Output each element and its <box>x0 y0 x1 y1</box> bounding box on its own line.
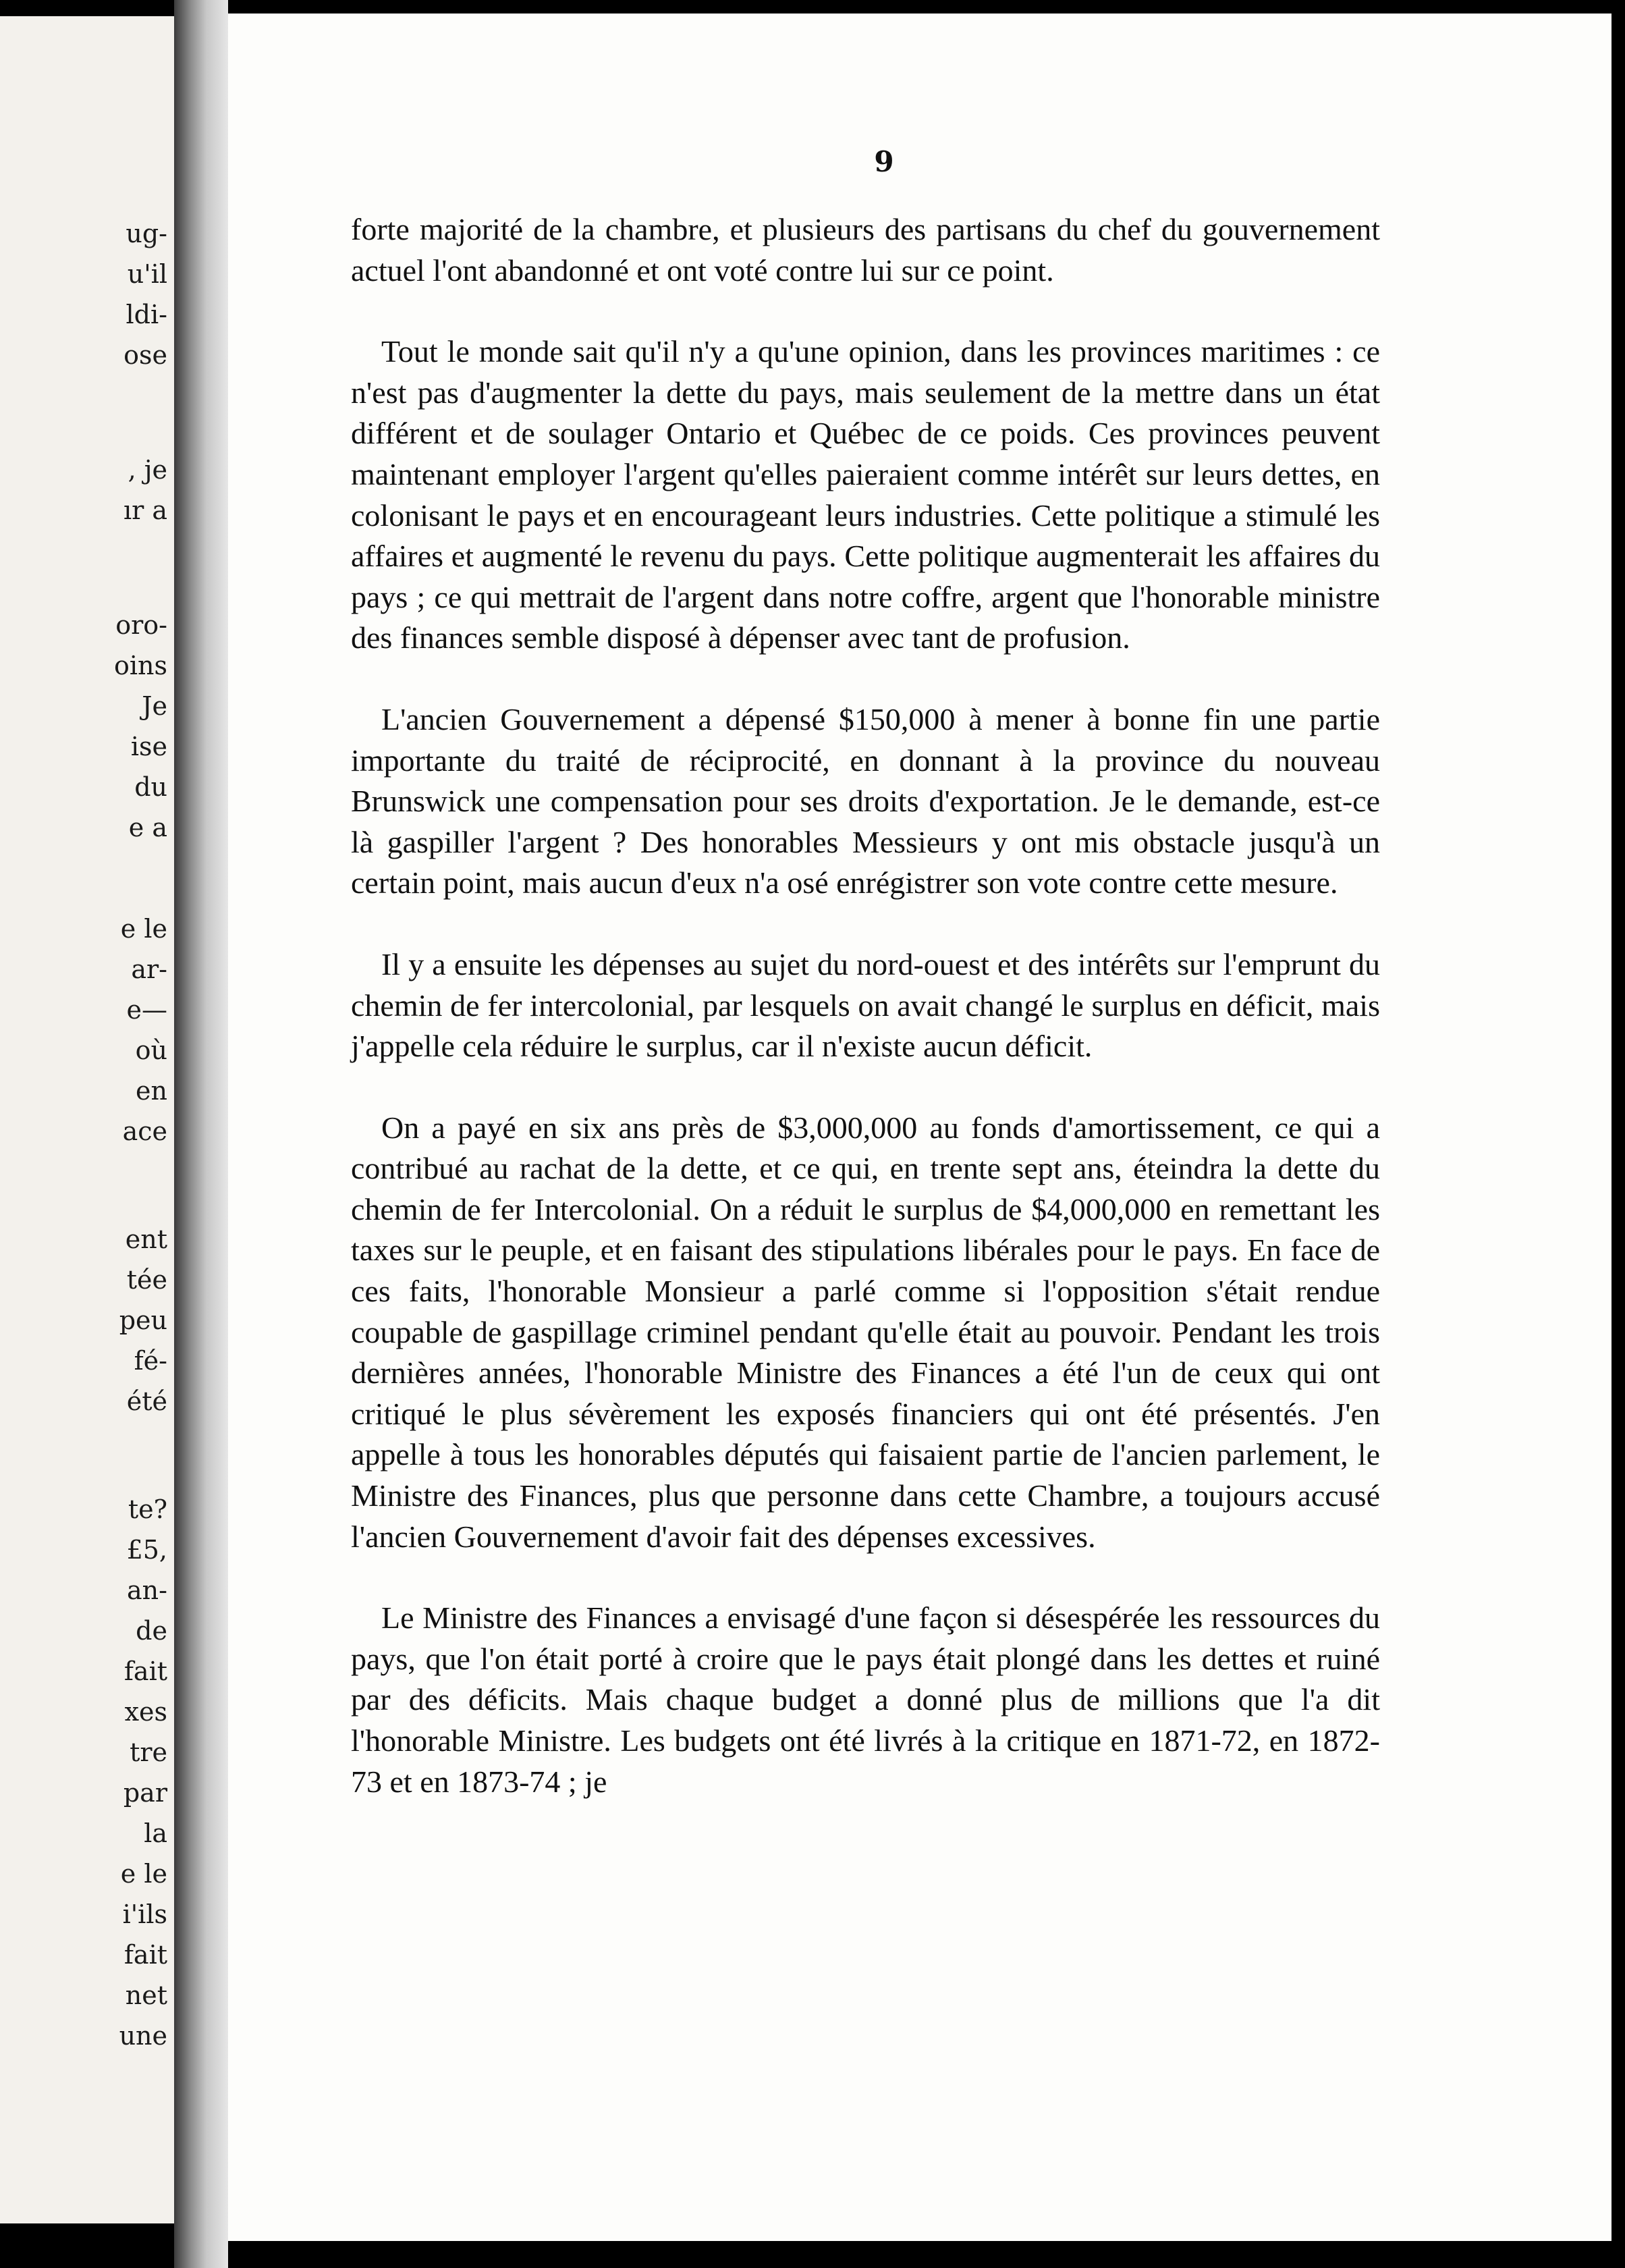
left-fragment-line: où <box>135 1035 167 1065</box>
left-fragment-line: tre <box>130 1737 167 1767</box>
left-fragment-line: an- <box>127 1575 167 1605</box>
paragraph: L'ancien Gouvernement a dépensé $150,000 à mener à bonne fin une partie importante du traité de réciprocité, en donnant à la province du nouveau Brunswick une compensation pour ses droits d'exportation. Je le demande, est-ce là gaspiller l'argent ? Des honorables Messieurs y ont mis obstacle jusqu'à un certain point, mais aucun d'eux n'a osé enrégistrer son vote contre cette mesure. <box>351 701 1380 900</box>
paragraph: Il y a ensuite les dépenses au sujet du nord-ouest et des intérêts sur l'emprunt du chemin de fer intercolonial, par lesquels on avait changé le surplus en déficit, mais j'appelle cela réduire le surplus, car il n'existe aucun déficit. <box>351 946 1380 1064</box>
left-fragment-line: tée <box>126 1265 167 1295</box>
body-text <box>351 209 1380 1843</box>
left-fragment-line: e— <box>126 995 167 1025</box>
left-fragment-line: , je <box>128 455 167 485</box>
left-fragment-line: ace <box>122 1116 167 1146</box>
binding-gutter <box>174 0 228 2268</box>
left-fragment-line: ug- <box>126 219 167 248</box>
left-fragment-line: oro- <box>115 610 167 640</box>
left-fragment-line: par <box>123 1778 167 1808</box>
paragraph: Tout le monde sait qu'il n'y a qu'une opinion, dans les provinces maritimes : ce n'est pas d'augmenter la dette du pays, mais seulement de la mettre dans un état différent et de soulager Ontario et Québec de ce poids. Ces provinces peuvent maintenant employer l'argent qu'elles paieraient comme intérêt sur leurs dettes, en colonisant le pays et en encourageant leurs industries. Cette politique a stimulé les affaires et augmenté le revenu du pays. Cette politique augmenterait les affaires du pays ; ce qui mettrait de l'argent dans notre coffre, argent que l'honorable ministre des finances semble disposé à dépenser avec tant de profusion. <box>351 334 1380 655</box>
left-fragment-line: Je <box>142 691 167 721</box>
left-fragment-line: du <box>134 772 167 802</box>
left-fragment-line: fé- <box>134 1346 167 1376</box>
left-fragment-line: peu <box>119 1305 167 1335</box>
left-fragment-line: e a <box>128 813 167 842</box>
left-fragment-line: ise <box>130 732 167 761</box>
paragraph: Le Ministre des Finances a envisagé d'une façon si désespérée les ressources du pays, que l'on était porté à croire que le pays était plongé dans les dettes et ruiné par des déficits. Mais chaque budget a donné plus de millions que l'a dit l'honorable Ministre. Les budgets ont été livrés à la critique en 1871-72, en 1872-73 et en 1873-74 ; je <box>351 1600 1380 1799</box>
left-fragment-line: ldi- <box>126 300 167 329</box>
left-fragment-line: fait <box>123 1940 167 1970</box>
left-fragment-line: net <box>125 1980 167 2010</box>
left-fragment-line: une <box>119 2021 167 2051</box>
left-fragment-line: u'il <box>127 259 167 289</box>
page-number: 9 <box>874 145 894 178</box>
left-fragment-line: été <box>126 1386 167 1416</box>
paragraph: On a payé en six ans près de $3,000,000 au fonds d'amortissement, ce qui a contribué au rachat de la dette, et ce qui, en trente sept ans, éteindra la dette du chemin de fer Intercolonial. On a réduit le surplus de $4,000,000 en remettant les taxes sur le peuple, et en faisant des stipulations libérales pour le pays. En face de ces faits, l'honorable Monsieur a parlé comme si l'opposition s'était rendue coupable de gaspillage criminel pendant qu'elle était au pouvoir. Pendant les trois dernières années, l'honorable Ministre des Finances a été l'un de ceux qui ont critiqué le plus sévèrement les exposés financiers qui ont été présentés. J'en appelle à tous les honorables députés qui faisaient partie de l'ancien parlement, le Ministre des Finances, plus que personne dans cette Chambre, a toujours accusé l'ancien Gouvernement d'avoir fait des dépenses excessives. <box>351 1110 1380 1554</box>
left-fragment-line: oins <box>113 651 167 680</box>
left-fragment-line: i'ils <box>122 1899 167 1929</box>
left-fragment-line: e le <box>120 1859 167 1889</box>
left-fragment-line: fait <box>123 1656 167 1686</box>
left-fragment-line: £5, <box>126 1535 167 1565</box>
left-fragment-line: ose <box>123 340 167 370</box>
left-fragment-line: xes <box>124 1697 167 1727</box>
left-fragment-line: la <box>144 1818 167 1848</box>
main-page <box>228 14 1612 2241</box>
left-fragment-line: ır a <box>123 495 167 525</box>
left-page-fragment <box>0 16 174 2223</box>
left-fragment-line: ent <box>125 1224 167 1254</box>
left-fragment-line: ar- <box>131 954 167 984</box>
left-fragment-line: en <box>136 1076 167 1106</box>
left-fragment-line: de <box>136 1616 167 1646</box>
left-fragment-line: te? <box>128 1494 167 1524</box>
paragraph: forte majorité de la chambre, et plusieurs des partisans du chef du gouvernement actuel l'ont abandonné et ont voté contre lui sur ce point. <box>351 212 1380 288</box>
left-fragment-line: e le <box>120 914 167 944</box>
